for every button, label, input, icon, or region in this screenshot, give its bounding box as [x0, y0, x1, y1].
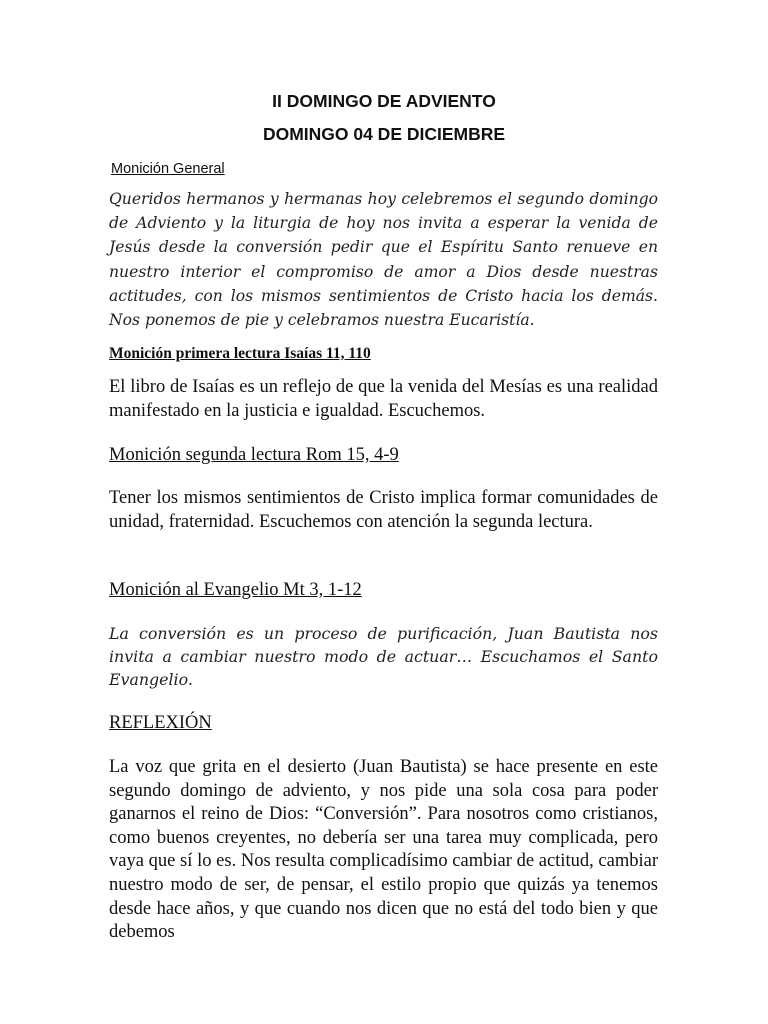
segunda-lectura-heading: Monición segunda lectura Rom 15, 4-9 — [109, 445, 399, 465]
evangelio-heading: Monición al Evangelio Mt 3, 1-12 — [109, 580, 362, 600]
monicion-general-heading: Monición General — [111, 161, 225, 177]
primera-lectura-heading: Monición primera lectura Isaías 11, 110 — [109, 345, 371, 362]
segunda-lectura-text: Tener los mismos sentimientos de Cristo implica formar comunidades de unidad, fraternidad. Escuchemos con atención la segunda lectura. — [109, 488, 658, 532]
reflexion-text: La voz que grita en el desierto (Juan Bautista) se hace presente en este segundo domingo de adviento, y nos pide una sola cosa para poder ganarnos el reino de Dios: “Conversión”. Para nosotros como cristianos, como buenos creyentes, no debería ser una tarea muy complicada, pero vaya que sí lo es. Nos resulta complicadísimo cambiar de actitud, cambiar nuestro modo de ser, de pensar, el estilo propio que quizás ya tenemos desde hace años, y que cuando nos dicen que no está del todo bien y que debemos — [109, 757, 658, 943]
evangelio-text: La conversión es un proceso de purificación, Juan Bautista nos invita a cambiar nuestro modo de actuar… Escuchamos el Santo Evangelio. — [109, 624, 658, 689]
monicion-general-text: Queridos hermanos y hermanas hoy celebremos el segundo domingo de Adviento y la liturgia de hoy nos invita a esperar la venida de Jesús desde la conversión pedir que el Espíritu Santo renueve en nuestro interior el compromiso de amor a Dios desde nuestras actitudes, con los mismos sentimientos de Cristo hacia los demás. Nos ponemos de pie y celebramos nuestra Eucaristía. — [109, 190, 658, 330]
document-title: II DOMINGO DE ADVIENTO — [272, 91, 496, 111]
primera-lectura-text: El libro de Isaías es un reflejo de que la venida del Mesías es una realidad manifestado en la justicia e igualdad. Escuchemos. — [109, 377, 658, 421]
reflexion-heading: REFLEXIÓN — [109, 713, 212, 733]
document-date-title: DOMINGO 04 DE DICIEMBRE — [262, 124, 506, 144]
